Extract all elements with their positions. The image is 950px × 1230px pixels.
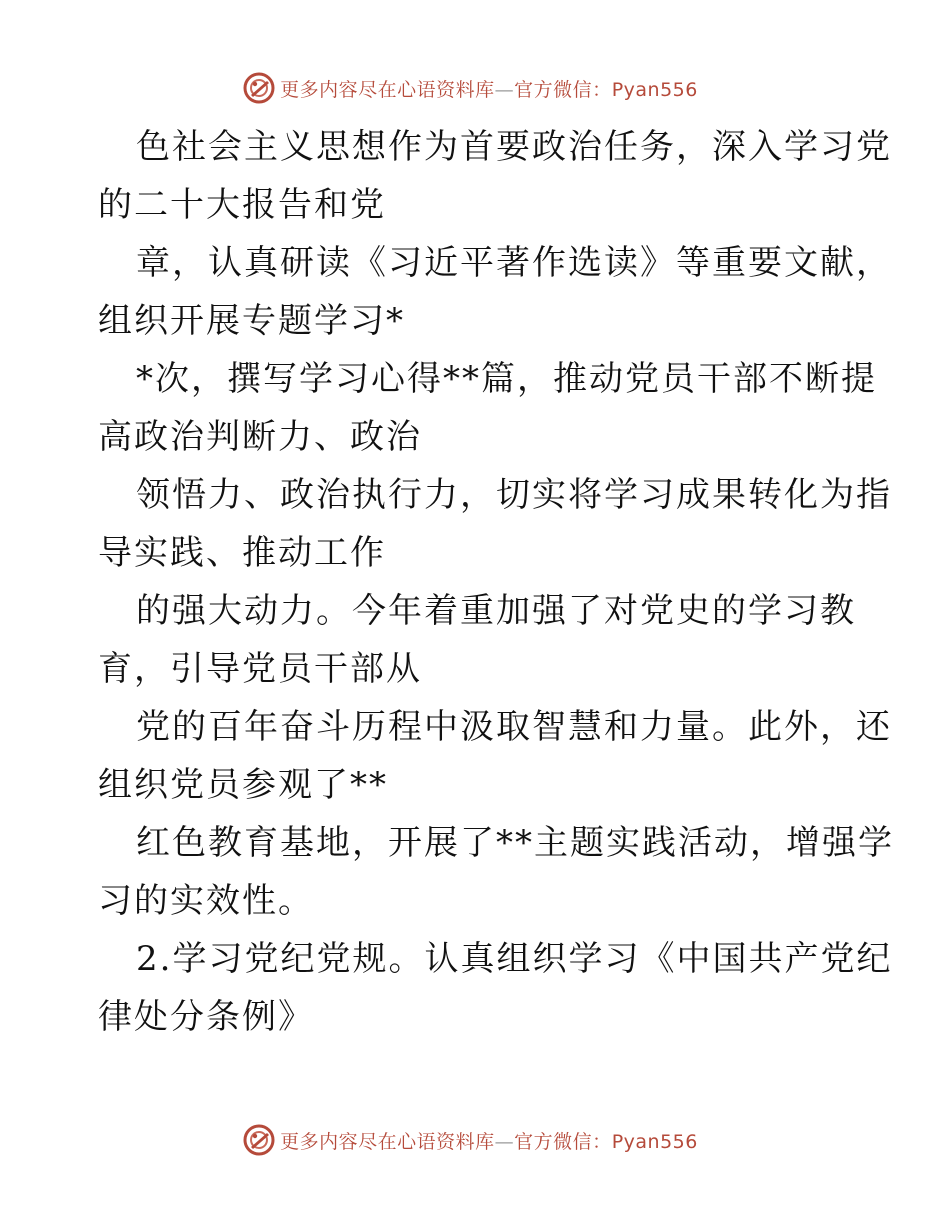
body-line: 党的百年奋斗历程中汲取智慧和力量。此外，还 <box>136 707 892 747</box>
banner-site-name: 更多内容尽在心语资料库 <box>280 1130 495 1153</box>
body-line: 律处分条例》 <box>98 997 314 1037</box>
section-heading-line: 2.学习党纪党规。认真组织学习《中国共产党纪 <box>136 939 893 979</box>
banner-site-name: 更多内容尽在心语资料库 <box>280 78 495 101</box>
banner-wechat-label: 官方微信： <box>514 1130 612 1153</box>
body-line: 色社会主义思想作为首要政治任务，深入学习党 <box>136 127 892 167</box>
body-line: 高政治判断力、政治 <box>98 417 422 457</box>
banner-text <box>280 1127 698 1154</box>
body-line: 红色教育基地，开展了**主题实践活动，增强学 <box>136 823 894 863</box>
red-ring-logo-icon <box>242 1123 276 1157</box>
footer-banner-content <box>242 1123 698 1157</box>
banner-separator: — <box>494 78 515 101</box>
body-line: 的强大动力。今年着重加强了对党史的学习教 <box>136 591 856 631</box>
body-line: 组织党员参观了** <box>98 765 388 805</box>
footer-banner <box>0 1120 950 1160</box>
body-line: 导实践、推动工作 <box>98 533 386 573</box>
banner-wechat-label: 官方微信： <box>514 78 612 101</box>
body-line: 的二十大报告和党 <box>98 185 386 225</box>
document-body <box>98 118 894 1046</box>
banner-separator: — <box>494 1130 515 1153</box>
banner-wechat-id: Pyan556 <box>611 1130 698 1153</box>
body-line: 习的实效性。 <box>98 881 314 921</box>
red-ring-logo-icon <box>242 71 276 105</box>
banner-text <box>280 75 698 102</box>
body-line: 育，引导党员干部从 <box>98 649 422 689</box>
banner-wechat-id: Pyan556 <box>611 78 698 101</box>
header-banner <box>0 68 950 108</box>
header-banner-content <box>242 71 698 105</box>
body-line: *次，撰写学习心得**篇，推动党员干部不断提 <box>136 359 877 399</box>
body-line: 章，认真研读《习近平著作选读》等重要文献， <box>136 243 892 283</box>
body-line: 组织开展专题学习* <box>98 301 405 341</box>
body-line: 领悟力、政治执行力，切实将学习成果转化为指 <box>136 475 892 515</box>
